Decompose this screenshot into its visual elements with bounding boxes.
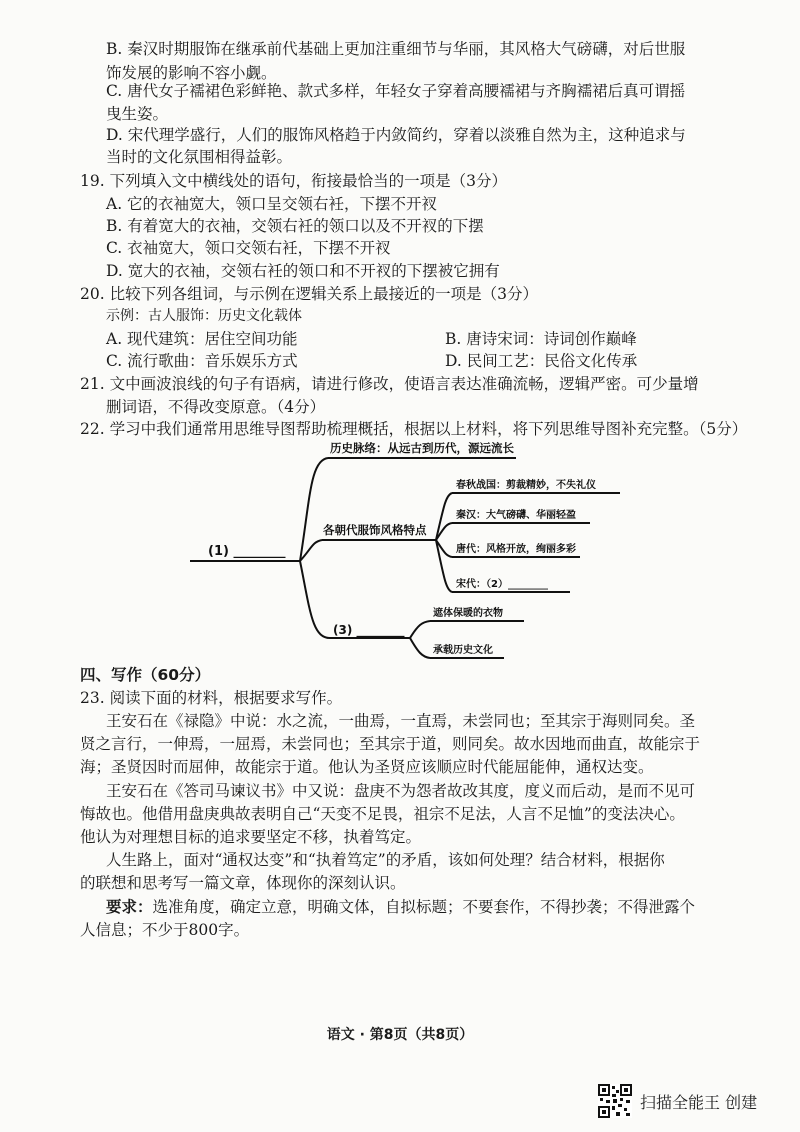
q19-option-d: D. 宽大的衣袖，交领右衽的领口和不开衩的下摆被它拥有 bbox=[106, 262, 500, 280]
mindmap-root: (1) ________ bbox=[208, 544, 286, 559]
mindmap-branch-3 bbox=[300, 561, 330, 638]
q21-line2: 删词语，不得改变原意。（4分） bbox=[106, 398, 326, 416]
para2-line1: 王安石在《答司马谏议书》中又说：盘庚不为怨者故改其度，度义而后动，是而不见可 bbox=[106, 782, 696, 800]
mindmap-branch-history bbox=[300, 458, 328, 561]
para2-line2: 悔故也。他借用盘庚典故表明自己“天变不足畏，祖宗不足法，人言不足恤”的变法决心。 bbox=[80, 805, 685, 823]
q20-option-a: A. 现代建筑：居住空间功能 bbox=[106, 330, 298, 348]
qr-code-icon bbox=[598, 1084, 632, 1118]
requirements-line1 bbox=[106, 896, 695, 918]
mindmap-blank3: (3) ________ bbox=[333, 623, 405, 637]
q19-option-a: A. 它的衣袖宽大，领口呈交领右衽，下摆不开衩 bbox=[106, 195, 438, 213]
q20-option-d: D. 民间工艺：民俗文化传承 bbox=[445, 352, 638, 370]
q19-option-b: B. 有着宽大的衣袖，交领右衽的领口以及不开衩的下摆 bbox=[106, 217, 484, 235]
q18-option-c-line1: C. 唐代女子襦裙色彩鲜艳、款式多样，年轻女子穿着高腰襦裙与齐胸襦裙后真可谓摇 bbox=[106, 82, 686, 100]
q20-option-b: B. 唐诗宋词：诗词创作巅峰 bbox=[445, 330, 637, 348]
scanner-watermark bbox=[598, 1084, 757, 1118]
mindmap-styles: 各朝代服饰风格特点 bbox=[323, 523, 427, 537]
q18-option-d-line1: D. 宋代理学盛行，人们的服饰风格趋于内敛简约，穿着以淡雅自然为主，这种追求与 bbox=[106, 126, 686, 144]
mindmap-branch-song bbox=[436, 540, 452, 592]
para1-line2: 贤之言行，一伸焉，一屈焉，未尝同也；至其宗于道，则同矣。故水因地而曲直，故能宗于 bbox=[80, 735, 701, 753]
para3-line2: 的联想和思考写一篇文章，体现你的深刻认识。 bbox=[80, 874, 406, 892]
scanner-text: 扫描全能王 创建 bbox=[640, 1092, 758, 1112]
page-footer: 语文 · 第8页（共8页） bbox=[326, 1027, 474, 1043]
q18-option-d-line2: 当时的文化氛围相得益彰。 bbox=[106, 148, 293, 166]
mindmap-body: 遮体保暖的衣物 bbox=[433, 608, 503, 619]
q20-example: 示例：古人服饰：历史文化载体 bbox=[106, 308, 302, 324]
q20-stem: 20. 比较下列各组词，与示例在逻辑关系上最接近的一项是（3分） bbox=[80, 285, 538, 303]
mindmap-tang: 唐代：风格开放，绚丽多彩 bbox=[456, 544, 576, 555]
requirements-label: 要求： bbox=[106, 897, 153, 916]
q22-stem: 22. 学习中我们通常用思维导图帮助梳理概括，根据以上材料，将下列思维导图补充完整。（5分） bbox=[80, 420, 748, 438]
mindmap-culture: 承载历史文化 bbox=[433, 645, 493, 656]
mindmap-chunqiu: 春秋战国：剪裁精妙，不失礼仪 bbox=[456, 480, 596, 491]
para3-line1: 人生路上，面对“通权达变”和“执着笃定”的矛盾，该如何处理？结合材料，根据你 bbox=[106, 851, 665, 869]
mindmap-song: 宋代：（2）________ bbox=[456, 579, 548, 590]
writing-heading: 四、写作（60分） bbox=[80, 666, 211, 684]
q19-stem: 19. 下列填入文中横线处的语句，衔接最恰当的一项是（3分） bbox=[80, 172, 507, 190]
mindmap-qinhan: 秦汉：大气磅礴、华丽轻盈 bbox=[456, 510, 576, 521]
mindmap-branch-culture bbox=[410, 638, 430, 658]
requirements-text: 选准角度，确定立意，明确文体，自拟标题；不要套作，不得抄袭；不得泄露个 bbox=[152, 898, 696, 916]
q18-option-b-line1: B. 秦汉时期服饰在继承前代基础上更加注重细节与华丽，其风格大气磅礴，对后世服 bbox=[106, 40, 686, 58]
q18-option-b-line2: 饰发展的影响不容小觑。 bbox=[106, 64, 277, 82]
para1-line1: 王安石在《禄隐》中说：水之流，一曲焉，一直焉，未尝同也；至其宗于海则同矣。圣 bbox=[106, 712, 696, 730]
mindmap-history: 历史脉络：从远古到历代，源远流长 bbox=[330, 441, 514, 455]
mindmap-branch-chunqiu bbox=[436, 493, 452, 540]
q19-option-c: C. 衣袖宽大，领口交领右衽，下摆不开衩 bbox=[106, 239, 391, 257]
para2-line3: 他认为对理想目标的追求要坚定不移，执着笃定。 bbox=[80, 828, 422, 846]
requirements-line2: 人信息；不少于800字。 bbox=[80, 921, 250, 939]
q18-option-c-line2: 曳生姿。 bbox=[106, 105, 169, 123]
q21-line1: 21. 文中画波浪线的句子有语病，请进行修改，使语言表达准确流畅，逻辑严密。可少量增 bbox=[80, 375, 699, 393]
q20-option-c: C. 流行歌曲：音乐娱乐方式 bbox=[106, 352, 298, 370]
para1-line3: 海；圣贤因时而屈伸，故能宗于道。他认为圣贤应该顺应时代能屈能伸，通权达变。 bbox=[80, 758, 654, 776]
q23-stem: 23. 阅读下面的材料，根据要求写作。 bbox=[80, 689, 343, 707]
mindmap-branch-body bbox=[410, 621, 430, 638]
